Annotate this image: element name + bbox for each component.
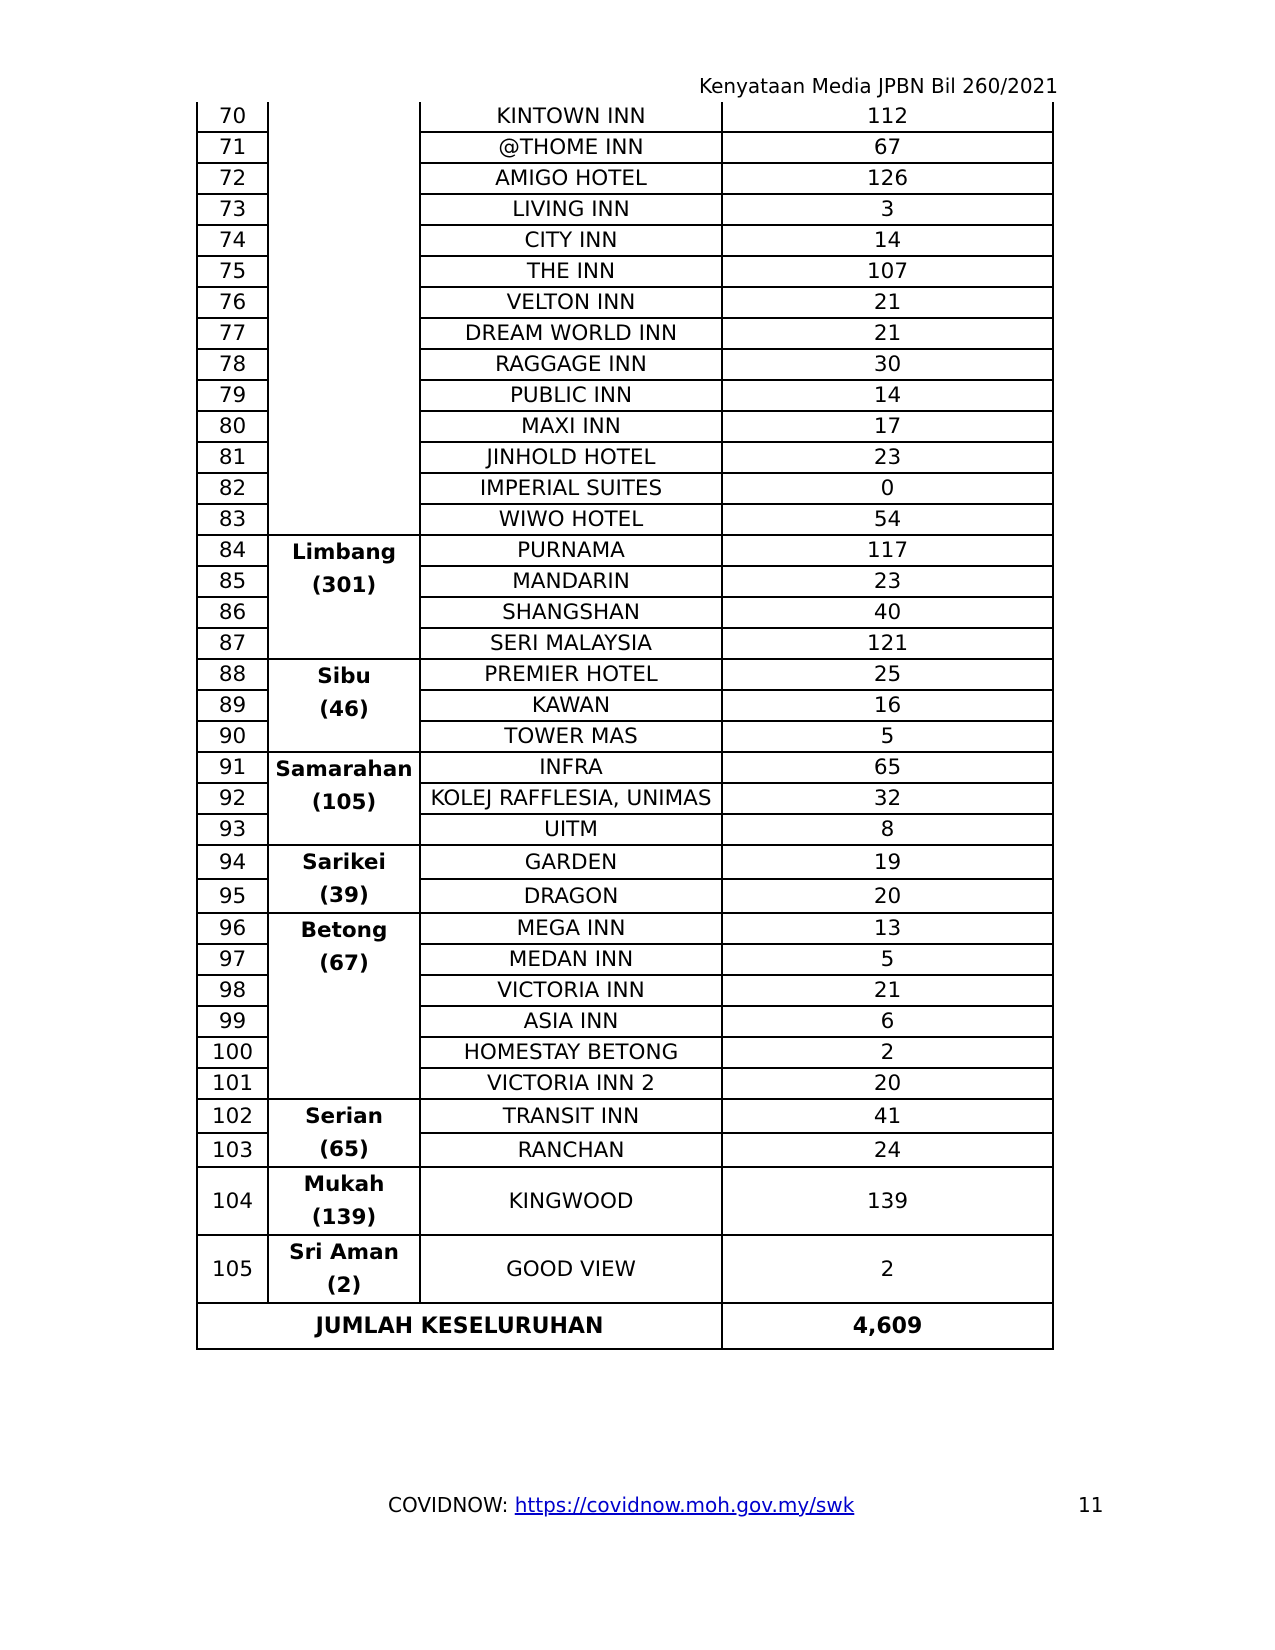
footer-source — [388, 1493, 854, 1517]
district-total: (39) — [319, 883, 369, 908]
hotel-name: UITM — [420, 814, 722, 845]
table-row — [197, 102, 1053, 132]
hotel-name: KINTOWN INN — [420, 102, 722, 132]
row-number: 73 — [197, 194, 268, 225]
case-count: 67 — [722, 132, 1053, 163]
hotel-name: AMIGO HOTEL — [420, 163, 722, 194]
case-count: 65 — [722, 752, 1053, 783]
table-row — [197, 1099, 1053, 1133]
hotel-name: KINGWOOD — [420, 1167, 722, 1235]
row-number: 83 — [197, 504, 268, 535]
hotel-name: MEGA INN — [420, 913, 722, 944]
district-cell — [268, 1235, 420, 1303]
table-row — [197, 659, 1053, 690]
row-number: 77 — [197, 318, 268, 349]
row-number: 71 — [197, 132, 268, 163]
row-number: 87 — [197, 628, 268, 659]
row-number: 85 — [197, 566, 268, 597]
district-cell — [268, 535, 420, 659]
hotel-name: KOLEJ RAFFLESIA, UNIMAS — [420, 783, 722, 814]
case-count: 2 — [722, 1235, 1053, 1303]
row-number: 84 — [197, 535, 268, 566]
case-count: 107 — [722, 256, 1053, 287]
district-cell — [268, 102, 420, 535]
table-row — [197, 913, 1053, 944]
hotel-name: DREAM WORLD INN — [420, 318, 722, 349]
district-cell — [268, 659, 420, 752]
hotel-name: VICTORIA INN — [420, 975, 722, 1006]
row-number: 89 — [197, 690, 268, 721]
case-count: 13 — [722, 913, 1053, 944]
row-number: 104 — [197, 1167, 268, 1235]
case-count: 19 — [722, 845, 1053, 879]
district-total: (105) — [311, 790, 377, 815]
table-row — [197, 1167, 1053, 1235]
hotel-name: MANDARIN — [420, 566, 722, 597]
district-name: Limbang — [291, 540, 397, 565]
district-name: Samarahan — [275, 757, 413, 782]
district-cell — [268, 1099, 420, 1167]
media-statement-reference: Kenyataan Media JPBN Bil 260/2021 — [698, 74, 1058, 98]
row-number: 96 — [197, 913, 268, 944]
case-count: 14 — [722, 225, 1053, 256]
row-number: 98 — [197, 975, 268, 1006]
row-number: 90 — [197, 721, 268, 752]
district-total: (139) — [311, 1205, 377, 1230]
row-number: 80 — [197, 411, 268, 442]
case-count: 21 — [722, 975, 1053, 1006]
hotel-name: SHANGSHAN — [420, 597, 722, 628]
hotel-name: PUBLIC INN — [420, 380, 722, 411]
case-count: 23 — [722, 566, 1053, 597]
covidnow-link[interactable]: https://covidnow.moh.gov.my/swk — [514, 1493, 855, 1517]
hotel-name: DRAGON — [420, 879, 722, 913]
row-number: 74 — [197, 225, 268, 256]
hotel-name: MEDAN INN — [420, 944, 722, 975]
case-count: 6 — [722, 1006, 1053, 1037]
case-count: 2 — [722, 1037, 1053, 1068]
case-count: 0 — [722, 473, 1053, 504]
table-row — [197, 535, 1053, 566]
hotel-name: JINHOLD HOTEL — [420, 442, 722, 473]
district-total: (301) — [311, 573, 377, 598]
row-number: 95 — [197, 879, 268, 913]
case-count: 21 — [722, 318, 1053, 349]
district-cell — [268, 752, 420, 845]
hotel-name: RAGGAGE INN — [420, 349, 722, 380]
district-cell — [268, 1167, 420, 1235]
case-count: 17 — [722, 411, 1053, 442]
district-name: Sibu — [317, 664, 371, 689]
row-number: 88 — [197, 659, 268, 690]
district-name: Betong — [300, 918, 388, 943]
district-total: (46) — [319, 697, 369, 722]
hotel-name: RANCHAN — [420, 1133, 722, 1167]
table-row — [197, 845, 1053, 879]
hotel-name: WIWO HOTEL — [420, 504, 722, 535]
row-number: 93 — [197, 814, 268, 845]
hotel-name: KAWAN — [420, 690, 722, 721]
case-count: 40 — [722, 597, 1053, 628]
hotel-name: IMPERIAL SUITES — [420, 473, 722, 504]
table-row — [197, 752, 1053, 783]
case-count: 14 — [722, 380, 1053, 411]
district-total: (67) — [319, 951, 369, 976]
district-total: (65) — [319, 1137, 369, 1162]
district-name: Sarikei — [302, 850, 386, 875]
hotel-name: VELTON INN — [420, 287, 722, 318]
grand-total-row — [197, 1303, 1053, 1349]
hotel-name: PURNAMA — [420, 535, 722, 566]
hotel-name: PREMIER HOTEL — [420, 659, 722, 690]
case-count: 16 — [722, 690, 1053, 721]
row-number: 86 — [197, 597, 268, 628]
hotel-name: CITY INN — [420, 225, 722, 256]
row-number: 79 — [197, 380, 268, 411]
case-count: 21 — [722, 287, 1053, 318]
case-count: 30 — [722, 349, 1053, 380]
row-number: 92 — [197, 783, 268, 814]
district-name: Serian — [305, 1104, 383, 1129]
hotel-name: @THOME INN — [420, 132, 722, 163]
case-count: 54 — [722, 504, 1053, 535]
row-number: 81 — [197, 442, 268, 473]
hotel-name: TOWER MAS — [420, 721, 722, 752]
case-count: 20 — [722, 879, 1053, 913]
hotel-name: LIVING INN — [420, 194, 722, 225]
row-number: 99 — [197, 1006, 268, 1037]
grand-total-label: JUMLAH KESELURUHAN — [197, 1303, 722, 1349]
case-count: 32 — [722, 783, 1053, 814]
district-name: Mukah — [303, 1172, 385, 1197]
hotel-name: GOOD VIEW — [420, 1235, 722, 1303]
table-row — [197, 1235, 1053, 1303]
hotel-name: SERI MALAYSIA — [420, 628, 722, 659]
hotel-name: THE INN — [420, 256, 722, 287]
hotel-name: TRANSIT INN — [420, 1099, 722, 1133]
case-count: 24 — [722, 1133, 1053, 1167]
case-count: 112 — [722, 102, 1053, 132]
district-total: (2) — [326, 1273, 362, 1298]
row-number: 97 — [197, 944, 268, 975]
case-count: 126 — [722, 163, 1053, 194]
case-count: 5 — [722, 944, 1053, 975]
case-count: 41 — [722, 1099, 1053, 1133]
row-number: 101 — [197, 1068, 268, 1099]
case-count: 25 — [722, 659, 1053, 690]
row-number: 78 — [197, 349, 268, 380]
row-number: 105 — [197, 1235, 268, 1303]
case-count: 121 — [722, 628, 1053, 659]
hotel-name: MAXI INN — [420, 411, 722, 442]
row-number: 91 — [197, 752, 268, 783]
hotel-name: ASIA INN — [420, 1006, 722, 1037]
hotel-name: HOMESTAY BETONG — [420, 1037, 722, 1068]
hotel-name: VICTORIA INN 2 — [420, 1068, 722, 1099]
case-count: 8 — [722, 814, 1053, 845]
row-number: 76 — [197, 287, 268, 318]
row-number: 75 — [197, 256, 268, 287]
case-count: 3 — [722, 194, 1053, 225]
case-count: 20 — [722, 1068, 1053, 1099]
row-number: 103 — [197, 1133, 268, 1167]
district-cell — [268, 913, 420, 1099]
footer-label: COVIDNOW: — [388, 1493, 509, 1517]
hotel-name: GARDEN — [420, 845, 722, 879]
district-cell — [268, 845, 420, 913]
row-number: 72 — [197, 163, 268, 194]
case-count: 139 — [722, 1167, 1053, 1235]
page-number: 11 — [1078, 1493, 1104, 1517]
case-count: 117 — [722, 535, 1053, 566]
row-number: 100 — [197, 1037, 268, 1068]
row-number: 102 — [197, 1099, 268, 1133]
row-number: 94 — [197, 845, 268, 879]
case-count: 23 — [722, 442, 1053, 473]
row-number: 82 — [197, 473, 268, 504]
grand-total-value: 4,609 — [722, 1303, 1053, 1349]
hotel-name: INFRA — [420, 752, 722, 783]
row-number: 70 — [197, 102, 268, 132]
district-name: Sri Aman — [289, 1240, 399, 1265]
case-count: 5 — [722, 721, 1053, 752]
quarantine-centre-table — [196, 102, 1054, 1350]
